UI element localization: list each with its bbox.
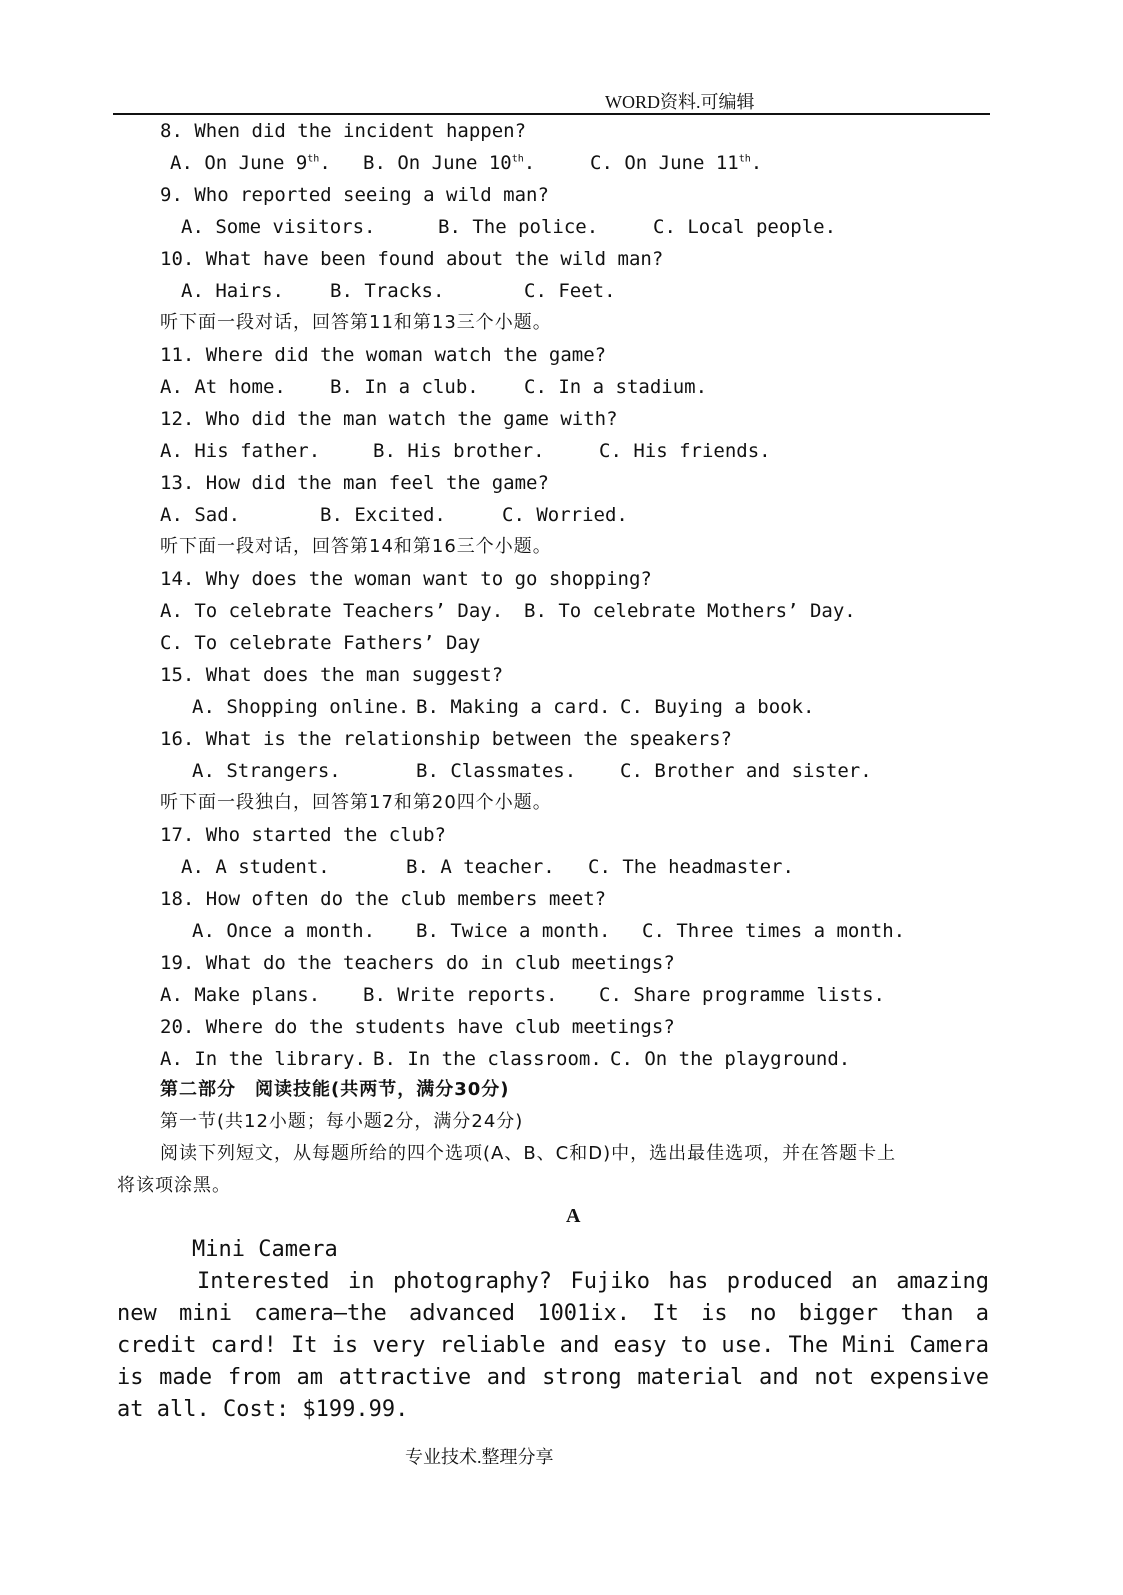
question-12: 12. Who did the man watch the game with? <box>160 408 618 430</box>
option-20a: A. In the library. <box>160 1048 366 1070</box>
section1-heading: 第一节(共12小题；每小题2分，满分24分) <box>160 1111 524 1132</box>
option-19b: B. Write reports. <box>363 984 558 1006</box>
option-16b: B. Classmates. <box>416 760 577 782</box>
directions-line-2: 将该项涂黑。 <box>117 1175 231 1196</box>
option-12c: C. His friends. <box>599 440 771 462</box>
option-14c: C. To celebrate Fathers’ Day <box>160 632 481 654</box>
option-11c: C. In a stadium. <box>524 376 708 398</box>
option-14b: B. To celebrate Mothers’ Day. <box>524 600 856 622</box>
directions-line-1: 阅读下列短文，从每题所给的四个选项(A、B、C和D)中，选出最佳选项，并在答题卡上 <box>160 1143 897 1164</box>
option-9a: A. Some visitors. <box>181 216 376 238</box>
question-16: 16. What is the relationship between the speakers? <box>160 728 732 750</box>
question-18: 18. How often do the club members meet? <box>160 888 607 910</box>
option-19c: C. Share programme lists. <box>599 984 885 1006</box>
header-rule <box>113 113 990 115</box>
option-15a: A. Shopping online. <box>192 696 410 718</box>
page-header: WORD资料.可编辑 <box>605 92 755 112</box>
instruction-14-16: 听下面一段对话，回答第14和第16三个小题。 <box>160 536 552 557</box>
option-17a: A. A student. <box>181 856 330 878</box>
option-20b: B. In the classroom. <box>373 1048 602 1070</box>
option-11b: B. In a club. <box>330 376 479 398</box>
passage-title: Mini Camera <box>192 1237 338 1262</box>
option-10b: B. Tracks. <box>330 280 445 302</box>
option-11a: A. At home. <box>160 376 286 398</box>
option-17b: B. A teacher. <box>406 856 555 878</box>
question-11: 11. Where did the woman watch the game? <box>160 344 607 366</box>
option-13a: A. Sad. <box>160 504 241 526</box>
option-13b: B. Excited. <box>320 504 446 526</box>
option-13c: C. Worried. <box>502 504 628 526</box>
option-18a: A. Once a month. <box>192 920 376 942</box>
question-13: 13. How did the man feel the game? <box>160 472 549 494</box>
question-10: 10. What have been found about the wild man? <box>160 248 664 270</box>
question-17: 17. Who started the club? <box>160 824 446 846</box>
question-9: 9. Who reported seeing a wild man? <box>160 184 549 206</box>
option-18b: B. Twice a month. <box>416 920 611 942</box>
option-9b: B. The police. <box>438 216 599 238</box>
question-15: 15. What does the man suggest? <box>160 664 504 686</box>
instruction-17-20: 听下面一段独白，回答第17和第20四个小题。 <box>160 792 552 813</box>
option-8c: C. On June 11th. <box>590 152 763 174</box>
option-20c: C. On the playground. <box>610 1048 851 1070</box>
question-19: 19. What do the teachers do in club meetings? <box>160 952 675 974</box>
instruction-11-13: 听下面一段对话，回答第11和第13三个小题。 <box>160 312 552 333</box>
option-19a: A. Make plans. <box>160 984 321 1006</box>
option-9c: C. Local people. <box>653 216 837 238</box>
passage-body: Interested in photography? Fujiko has produced an amazing new mini camera—the advanced 1001ix. It is no bigger than a credit card! It is very reliable and easy to use. The Mini Camera is made from am attractive and strong material and not expensive at all. Cost: $199.99. <box>117 1269 989 1422</box>
option-15b: B. Making a card. <box>416 696 611 718</box>
question-20: 20. Where do the students have club meetings? <box>160 1016 675 1038</box>
option-10c: C. Feet. <box>524 280 616 302</box>
option-8a: A. On June 9th. <box>170 152 331 174</box>
page-footer: 专业技术.整理分享 <box>405 1447 554 1467</box>
passage-label: A <box>566 1205 581 1227</box>
option-12b: B. His brother. <box>373 440 545 462</box>
question-8: 8. When did the incident happen? <box>160 120 527 142</box>
question-14: 14. Why does the woman want to go shopping? <box>160 568 652 590</box>
option-8b: B. On June 10th. <box>363 152 536 174</box>
option-18c: C. Three times a month. <box>642 920 906 942</box>
part2-title: 第二部分 阅读技能(共两节，满分30分) <box>160 1079 510 1100</box>
option-16a: A. Strangers. <box>192 760 341 782</box>
option-10a: A. Hairs. <box>181 280 284 302</box>
option-15c: C. Buying a book. <box>620 696 815 718</box>
option-16c: C. Brother and sister. <box>620 760 872 782</box>
option-12a: A. His father. <box>160 440 321 462</box>
option-14a: A. To celebrate Teachers’ Day. <box>160 600 504 622</box>
option-17c: C. The headmaster. <box>588 856 794 878</box>
